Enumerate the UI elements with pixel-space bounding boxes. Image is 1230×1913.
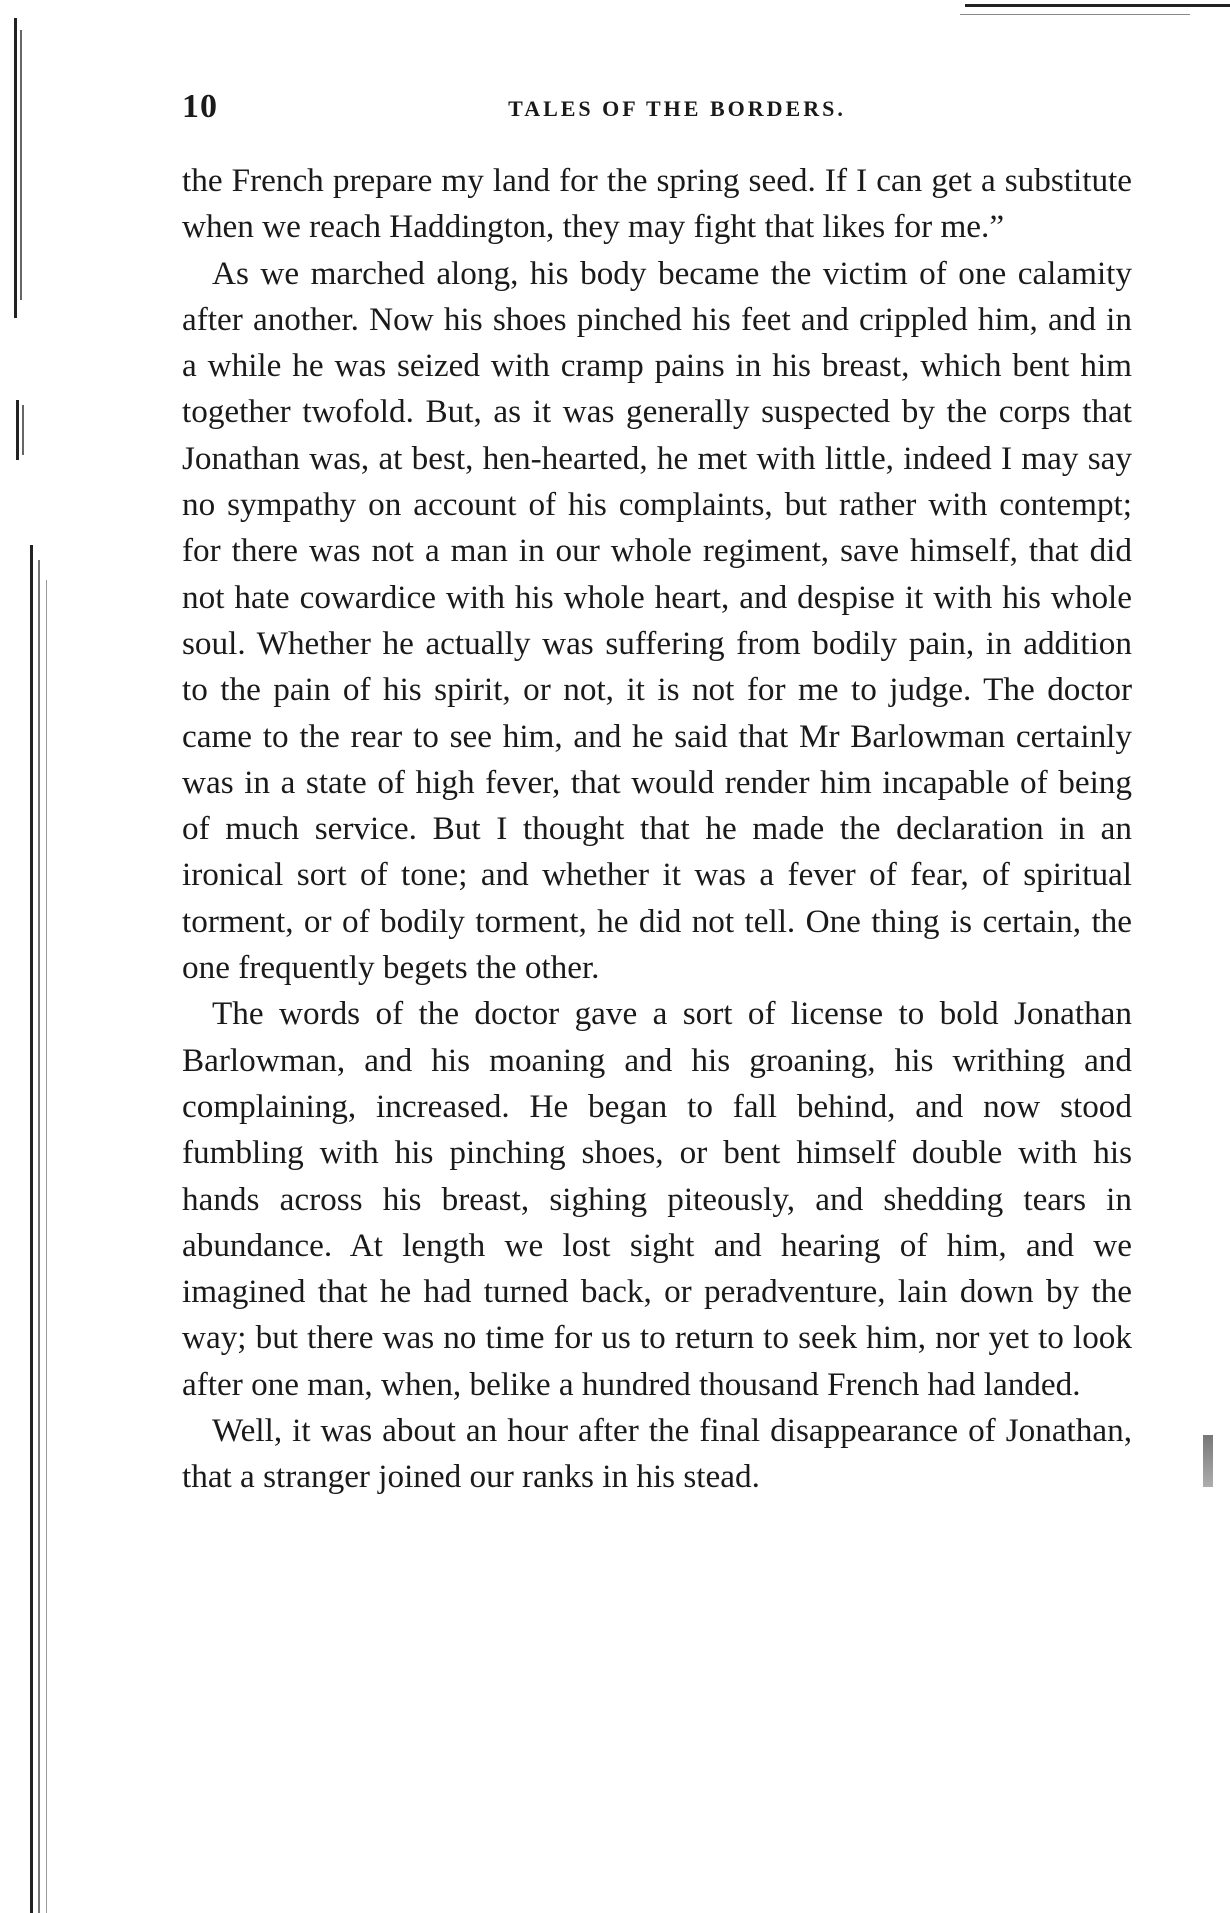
running-head: TALES OF THE BORDERS. xyxy=(508,96,846,121)
binding-shadow-7 xyxy=(46,580,47,1913)
margin-smudge xyxy=(1203,1435,1213,1487)
binding-shadow-5 xyxy=(30,545,33,1913)
page-number: 10 xyxy=(182,88,218,125)
paragraph-2: As we marched along, his body became the victim of one calamity after another. Now his shoes pinched his feet and crippled him, and in a while he was seized with cramp pains in his breast, which bent him together twofold. But, as it was generally suspected by the corps that Jonathan was, at best, hen-hearted, he met with little, indeed I may say no sympathy on account of his complaints, but rather with contempt; for there was not a man in our whole regiment, save himself, that did not hate cowardice with his whole heart, and despise it with his whole soul. Whether he actually was suffering from bodily pain, in addition to the pain of his spirit, or not, it is not for me to judge. The doctor came to the rear to see him, and he said that Mr Barlowman certainly was in a state of high fever, that would render him incapable of being of much service. But I thought that he made the declaration in an ironical sort of tone; and whether it was a fever of fear, of spiritual torment, or of bodily torment, he did not tell. One thing is certain, the one frequently begets the other. xyxy=(182,254,1132,987)
binding-shadow-6 xyxy=(38,560,40,1913)
paragraph-4: Well, it was about an hour after the final disappearance of Jonathan, that a stranger joined our ranks in his stead. xyxy=(182,1412,1132,1496)
binding-shadow-2 xyxy=(20,30,22,300)
page-header xyxy=(182,88,1132,142)
binding-shadow-1 xyxy=(14,18,17,318)
binding-shadow-3 xyxy=(16,400,19,460)
body-text xyxy=(182,158,1132,1501)
top-edge-rule xyxy=(965,4,1230,7)
paragraph-3: The words of the doctor gave a sort of license to bold Jonathan Barlowman, and his moaning and his groaning, his writhing and complaining, increased. He began to fall behind, and now stood fumbling with his pinching shoes, or bent himself double with his hands across his breast, sighing piteously, and shedding tears in abundance. At length we lost sight and hearing of him, and we imagined that he had turned back, or peradventure, lain down by the way; but there was no time for us to return to seek him, nor yet to look after one man, when, belike a hundred thousand French had landed. xyxy=(182,995,1132,1403)
binding-shadow-4 xyxy=(22,405,24,455)
paragraph-1: the French prepare my land for the spring seed. If I can get a substitute when we reach Haddington, they may fight that likes for me.” xyxy=(182,162,1132,246)
top-edge-rule-thin xyxy=(960,14,1190,15)
book-page xyxy=(182,88,1132,1501)
